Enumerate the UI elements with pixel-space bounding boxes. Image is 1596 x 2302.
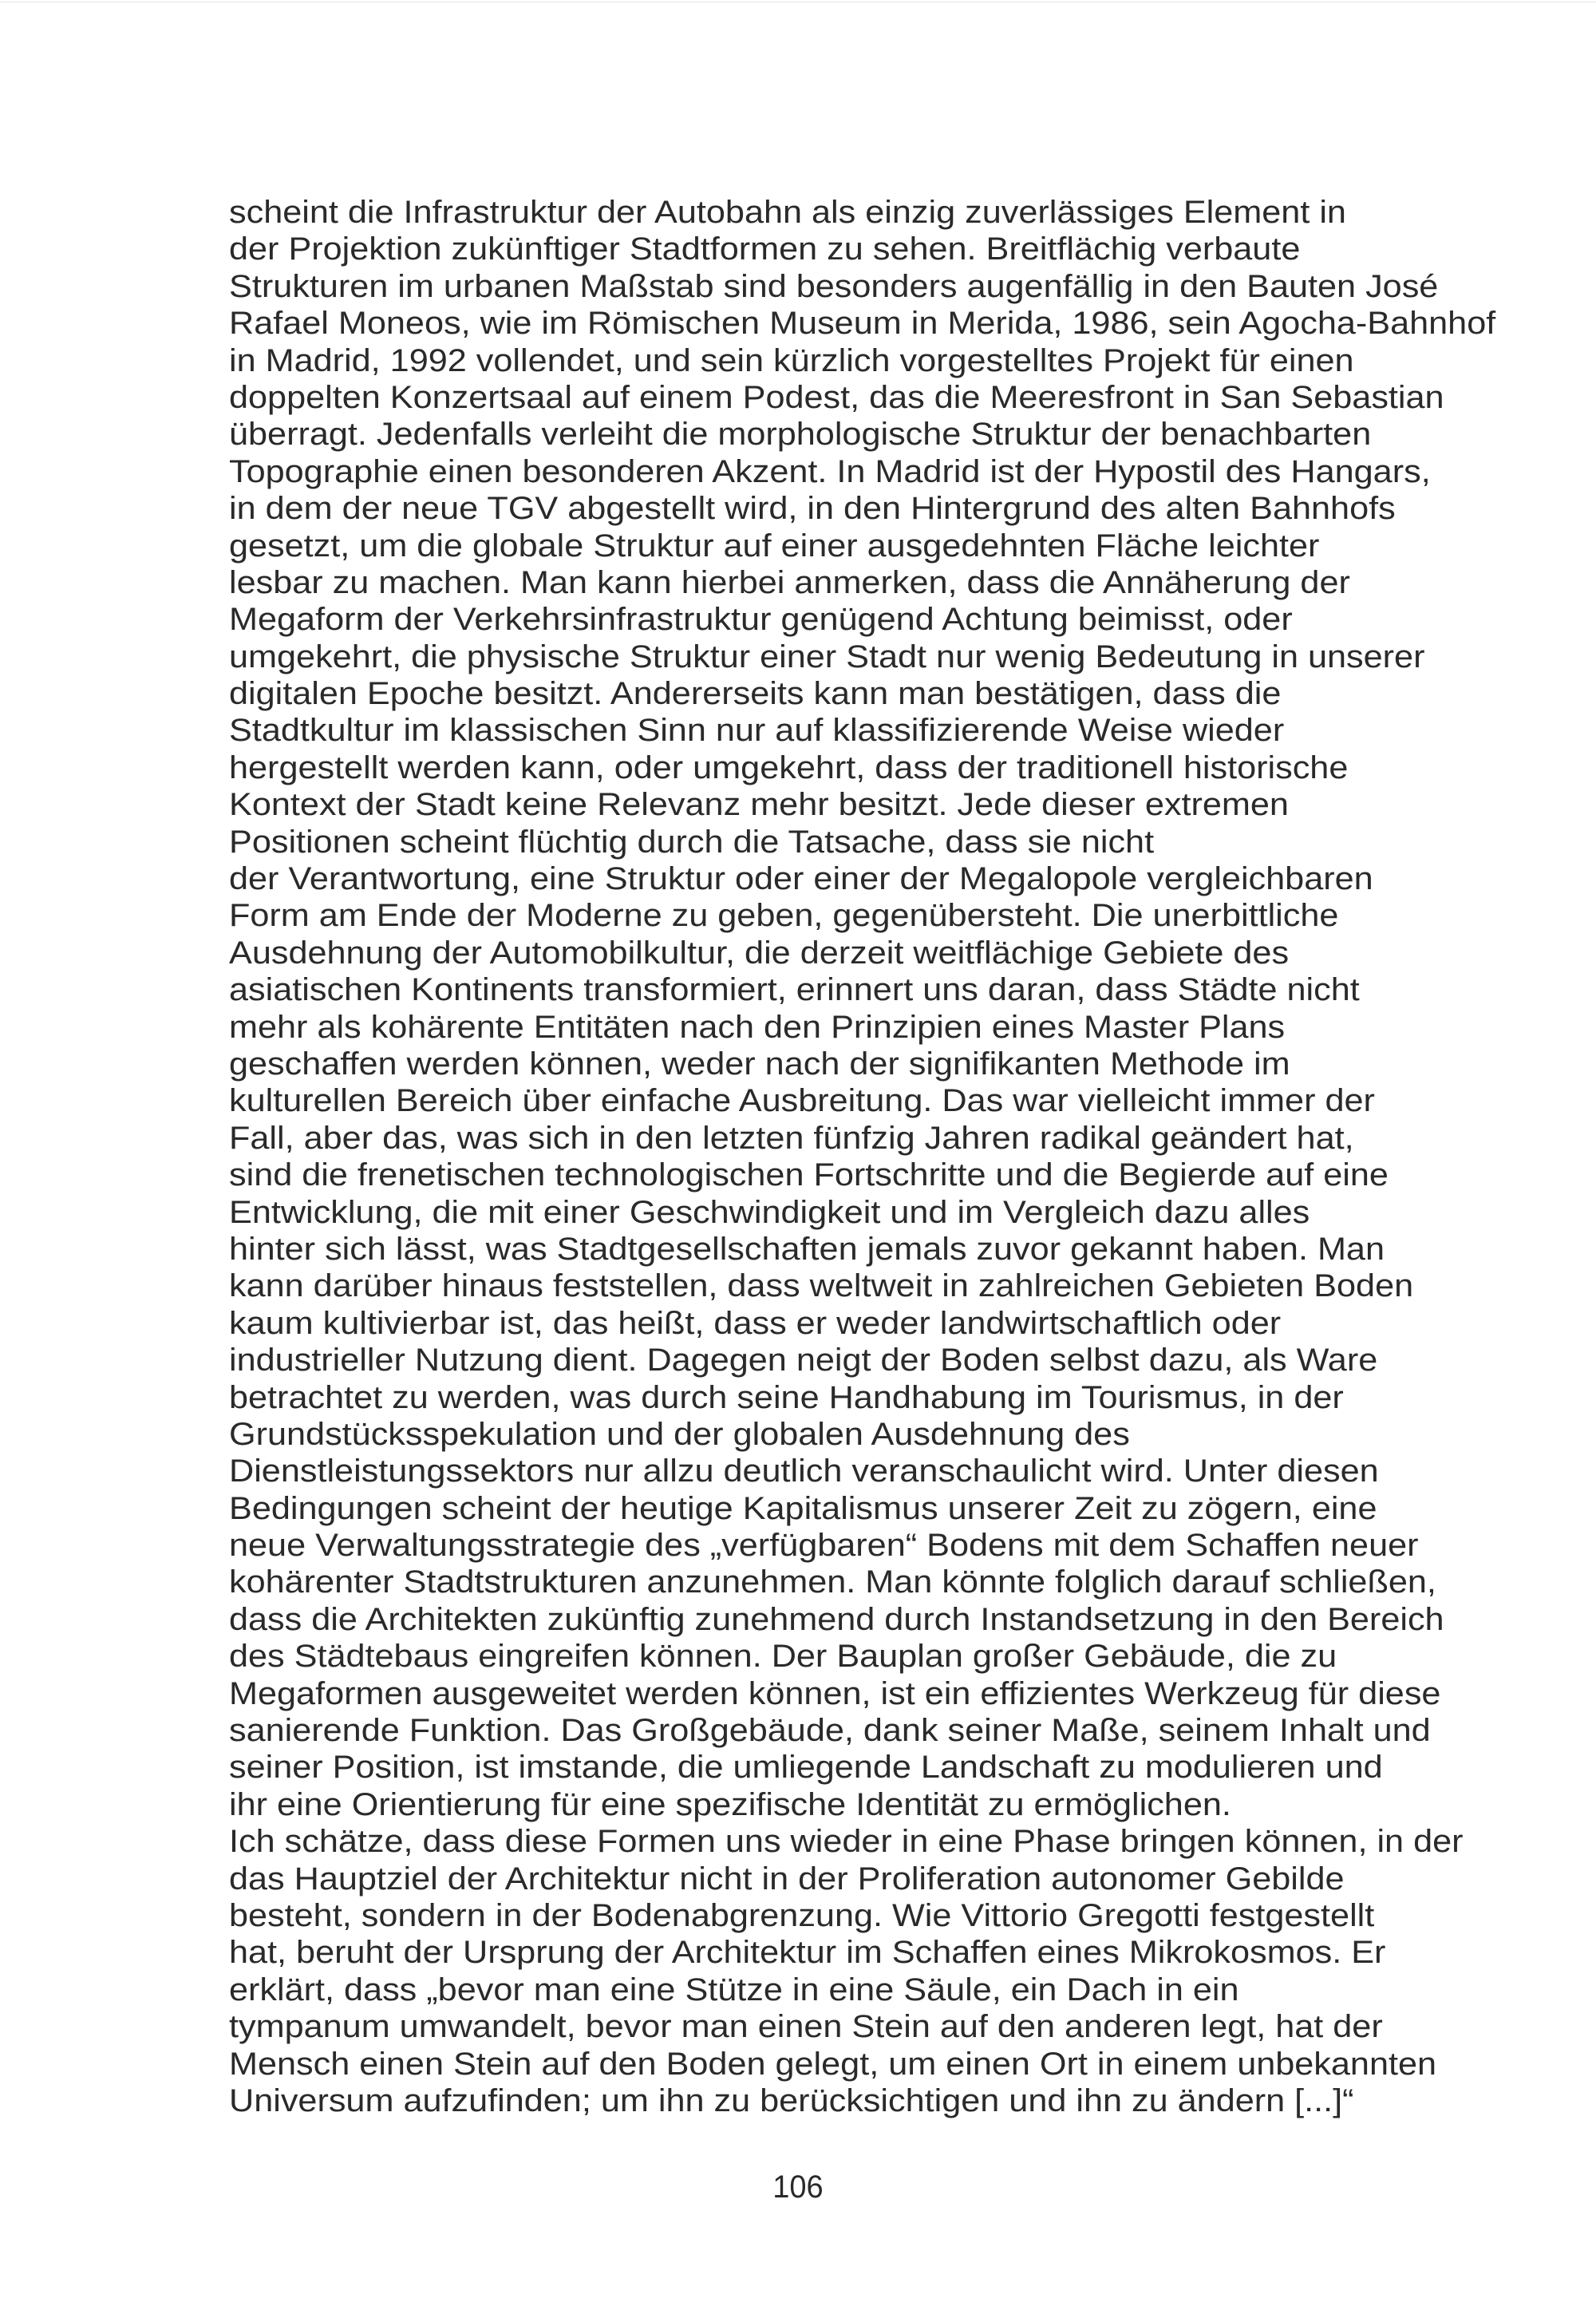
text-line: Positionen scheint flüchtig durch die Tatsache, dass sie nicht bbox=[229, 824, 1155, 860]
text-line: der Verantwortung, eine Struktur oder einer der Megalopole vergleichbaren bbox=[229, 861, 1373, 897]
text-line: kulturellen Bereich über einfache Ausbreitung. Das war vielleicht immer der bbox=[229, 1083, 1375, 1119]
text-line: Mensch einen Stein auf den Boden gelegt, um einen Ort in einem unbekannten bbox=[229, 2046, 1437, 2082]
text-line: hinter sich lässt, was Stadtgesellschaften jemals zuvor gekannt haben. Man bbox=[229, 1231, 1385, 1267]
text-line: seiner Position, ist imstande, die umliegende Landschaft zu modulieren und bbox=[229, 1750, 1383, 1786]
text-line: Stadtkultur im klassischen Sinn nur auf klassifizierende Weise wieder bbox=[229, 713, 1285, 749]
text-line: der Projektion zukünftiger Stadtformen zu sehen. Breitflächig verbaute bbox=[229, 231, 1301, 267]
text-line: Rafael Moneos, wie im Römischen Museum in Merida, 1986, sein Agocha-Bahnhof bbox=[229, 306, 1496, 342]
text-line: umgekehrt, die physische Struktur einer Stadt nur wenig Bedeutung in unserer bbox=[229, 639, 1425, 674]
text-line: geschaffen werden können, weder nach der signifikanten Methode im bbox=[229, 1046, 1290, 1082]
text-line: kaum kultivierbar ist, das heißt, dass er weder landwirtschaftlich oder bbox=[229, 1305, 1282, 1341]
text-line: neue Verwaltungsstrategie des „verfügbaren“ Bodens mit dem Schaffen neuer bbox=[229, 1528, 1419, 1564]
text-line: sanierende Funktion. Das Großgebäude, dank seiner Maße, seinem Inhalt und bbox=[229, 1713, 1431, 1749]
text-line: Dienstleistungssektors nur allzu deutlich veranschaulicht wird. Unter diesen bbox=[229, 1454, 1379, 1489]
text-line: Form am Ende der Moderne zu geben, gegenübersteht. Die unerbittliche bbox=[229, 898, 1339, 934]
text-line: industrieller Nutzung dient. Dagegen neigt der Boden selbst dazu, als Ware bbox=[229, 1343, 1378, 1378]
text-line: des Städtebaus eingreifen können. Der Bauplan großer Gebäude, die zu bbox=[229, 1639, 1337, 1675]
text-line: Entwicklung, die mit einer Geschwindigkeit und im Vergleich dazu alles bbox=[229, 1194, 1310, 1230]
text-line: lesbar zu machen. Man kann hierbei anmerken, dass die Annäherung der bbox=[229, 564, 1350, 600]
text-line: betrachtet zu werden, was durch seine Handhabung im Tourismus, in der bbox=[229, 1379, 1344, 1415]
text-line: Fall, aber das, was sich in den letzten fünfzig Jahren radikal geändert hat, bbox=[229, 1120, 1354, 1156]
text-line: Megaform der Verkehrsinfrastruktur genügend Achtung beimisst, oder bbox=[229, 602, 1293, 638]
text-line: doppelten Konzertsaal auf einem Podest, das die Meeresfront in San Sebastian bbox=[229, 379, 1444, 415]
body-text bbox=[229, 194, 1596, 2119]
text-line: gesetzt, um die globale Struktur auf einer ausgedehnten Fläche leichter bbox=[229, 528, 1320, 564]
text-line: asiatischen Kontinents transformiert, erinnert uns daran, dass Städte nicht bbox=[229, 972, 1360, 1008]
text-line: ihr eine Orientierung für eine spezifische Identität zu ermöglichen. bbox=[229, 1786, 1231, 1822]
text-line: sind die frenetischen technologischen Fortschritte und die Begierde auf eine bbox=[229, 1157, 1389, 1193]
text-line: mehr als kohärente Entitäten nach den Prinzipien eines Master Plans bbox=[229, 1009, 1286, 1045]
text-line: Universum aufzufinden; um ihn zu berücksichtigen und ihn zu ändern [...]“ bbox=[229, 2082, 1354, 2118]
text-line: Bedingungen scheint der heutige Kapitalismus unserer Zeit zu zögern, eine bbox=[229, 1490, 1377, 1526]
text-line: scheint die Infrastruktur der Autobahn als einzig zuverlässiges Element in bbox=[229, 195, 1346, 230]
text-line: Ausdehnung der Automobilkultur, die derzeit weitflächige Gebiete des bbox=[229, 935, 1290, 971]
text-line: kohärenter Stadtstrukturen anzunehmen. Man könnte folglich darauf schließen, bbox=[229, 1564, 1436, 1600]
text-line: besteht, sondern in der Bodenabgrenzung. Wie Vittorio Gregotti festgestellt bbox=[229, 1897, 1375, 1933]
text-line: Strukturen im urbanen Maßstab sind besonders augenfällig in den Bauten José bbox=[229, 268, 1439, 304]
text-line: kann darüber hinaus feststellen, dass weltweit in zahlreichen Gebieten Boden bbox=[229, 1268, 1414, 1304]
text-line: tympanum umwandelt, bevor man einen Stein auf den anderen legt, hat der bbox=[229, 2009, 1383, 2045]
text-line: Topographie einen besonderen Akzent. In Madrid ist der Hypostil des Hangars, bbox=[229, 453, 1431, 489]
text-line: Grundstücksspekulation und der globalen Ausdehnung des bbox=[229, 1416, 1130, 1452]
text-line: hat, beruht der Ursprung der Architektur im Schaffen eines Mikrokosmos. Er bbox=[229, 1935, 1386, 1971]
text-line: Megaformen ausgeweitet werden können, ist ein effizientes Werkzeug für diese bbox=[229, 1675, 1441, 1711]
text-line: in Madrid, 1992 vollendet, und sein kürzlich vorgestelltes Projekt für einen bbox=[229, 342, 1354, 378]
text-line: digitalen Epoche besitzt. Andererseits kann man bestätigen, dass die bbox=[229, 676, 1282, 712]
text-line: überragt. Jedenfalls verleiht die morphologische Struktur der benachbarten bbox=[229, 417, 1372, 453]
page-number: 106 bbox=[772, 2169, 824, 2205]
text-line: hergestellt werden kann, oder umgekehrt, dass der traditionell historische bbox=[229, 750, 1349, 785]
text-line: in dem der neue TGV abgestellt wird, in den Hintergrund des alten Bahnhofs bbox=[229, 491, 1396, 527]
text-line: dass die Architekten zukünftig zunehmend durch Instandsetzung in den Bereich bbox=[229, 1601, 1444, 1637]
text-line: erklärt, dass „bevor man eine Stütze in eine Säule, ein Dach in ein bbox=[229, 1972, 1239, 2007]
text-line: Kontext der Stadt keine Relevanz mehr besitzt. Jede dieser extremen bbox=[229, 787, 1289, 823]
text-line: Ich schätze, dass diese Formen uns wieder in eine Phase bringen können, in der bbox=[229, 1824, 1464, 1860]
text-line: das Hauptziel der Architektur nicht in der Proliferation autonomer Gebilde bbox=[229, 1861, 1345, 1897]
